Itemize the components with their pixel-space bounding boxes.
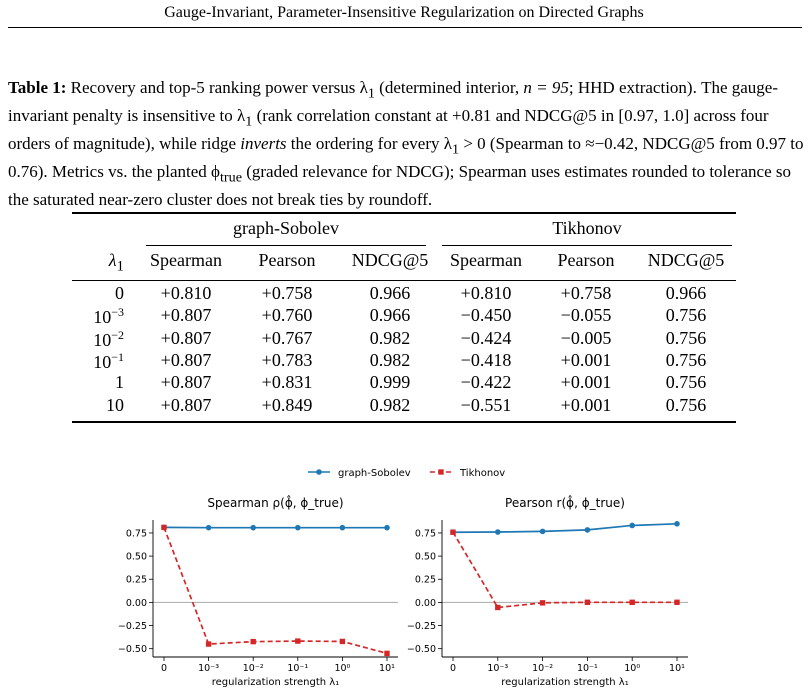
col-header-5: NDCG@5 [636, 250, 736, 271]
table-cell: 0.756 [636, 350, 736, 371]
table-cell: −0.424 [436, 328, 536, 349]
table-cell: +0.810 [436, 283, 536, 304]
y-tick-label-0: 0.00 [126, 598, 147, 609]
y-tick-label-0: −0.25 [118, 621, 147, 632]
x-tick-label-1: 0 [450, 663, 456, 674]
caption-label: Table 1: [8, 78, 66, 97]
legend-marker-0 [316, 469, 322, 475]
table-cell: 0.756 [636, 395, 736, 416]
table-cell: 0.756 [636, 328, 736, 349]
y-tick-label-1: 0.50 [415, 552, 436, 563]
y-tick-label-0: 0.75 [126, 528, 147, 539]
y-tick-label-0: 0.25 [126, 575, 147, 586]
table-cell: +0.783 [237, 350, 337, 371]
lambda-cell [72, 395, 124, 416]
caption-text-2: (determined interior, [375, 78, 523, 97]
y-tick-label-1: 0.00 [415, 598, 436, 609]
caption-text-5: the ordering for every λ [287, 134, 452, 153]
group-header-sobolev: graph-Sobolev [146, 218, 426, 239]
table-cell: +0.807 [136, 350, 236, 371]
y-tick-label-0: −0.50 [118, 644, 147, 655]
header-midrule [72, 280, 736, 281]
table-cell: 0.756 [636, 372, 736, 393]
data-point-1-0 [674, 521, 680, 527]
data-point-0-1 [251, 639, 256, 644]
table-cell: +0.831 [237, 372, 337, 393]
data-point-0-1 [161, 525, 166, 530]
caption-text-3: ; HHD extraction). The gauge-invariant penalty is insensitive to λ [8, 78, 778, 125]
col-header-3: Spearman [436, 250, 536, 271]
col-header-1: Pearson [237, 250, 337, 271]
x-tick-label-0: 10⁻² [243, 663, 264, 674]
x-tick-label-0: 10⁻³ [198, 663, 219, 674]
legend-label-0: graph-Sobolev [338, 468, 411, 479]
lambda-base: 10 [93, 352, 111, 372]
data-point-0-0 [250, 525, 256, 531]
y-tick-label-1: −0.50 [407, 644, 436, 655]
table-cell: +0.807 [136, 395, 236, 416]
col-header-2: NDCG@5 [340, 250, 440, 271]
table-cell: 0.982 [340, 350, 440, 371]
caption-n-expr: n = 95 [523, 78, 568, 97]
table-cell: −0.005 [536, 328, 636, 349]
x-tick-label-1: 10⁰ [624, 663, 640, 674]
lambda-exponent: −3 [111, 305, 124, 319]
running-head: Gauge-Invariant, Parameter-Insensitive Regularization on Directed Graphs [0, 4, 808, 22]
x-tick-label-1: 10⁻¹ [577, 663, 598, 674]
header-rule [8, 27, 802, 28]
lambda-cell [72, 328, 124, 351]
legend-marker-1 [438, 469, 443, 474]
table-cell: +0.001 [536, 395, 636, 416]
data-point-0-0 [384, 525, 390, 531]
lambda-exponent: −1 [111, 350, 124, 364]
table-cell: −0.055 [536, 305, 636, 326]
caption-italic-word: inverts [240, 134, 286, 153]
col-header-4: Pearson [536, 250, 636, 271]
table-caption [8, 77, 804, 210]
data-point-1-1 [540, 600, 545, 605]
x-tick-label-0: 10⁰ [334, 663, 350, 674]
data-point-0-1 [340, 639, 345, 644]
figure [0, 455, 808, 695]
x-tick-label-0: 10¹ [379, 663, 395, 674]
data-point-1-1 [495, 605, 500, 610]
lambda-base: 10 [93, 330, 111, 350]
lambda-cell [72, 305, 124, 328]
table-cell: 0.999 [340, 372, 440, 393]
x-axis-label-0: regularization strength λ₁ [212, 677, 339, 688]
figure-svg [0, 455, 808, 695]
table-cell: −0.418 [436, 350, 536, 371]
table-cell: +0.807 [136, 305, 236, 326]
x-tick-label-0: 10⁻¹ [287, 663, 308, 674]
data-point-1-0 [629, 523, 635, 529]
caption-text-4: (rank correlation constant at +0.81 and NDCG@5 in [0.97, 1.0] across four orders of magnitude), while ridge [8, 106, 769, 153]
data-point-1-0 [495, 529, 501, 535]
y-tick-label-1: −0.25 [407, 621, 436, 632]
table-top-rule [72, 212, 736, 214]
table-cell: +0.767 [237, 328, 337, 349]
lambda-header [72, 250, 124, 276]
x-tick-label-1: 10⁻³ [487, 663, 508, 674]
table-cell: 0.756 [636, 305, 736, 326]
y-tick-label-1: 0.25 [415, 575, 436, 586]
data-point-1-1 [674, 600, 679, 605]
results-table [72, 212, 736, 427]
caption-sub-3: 1 [452, 141, 459, 157]
x-tick-label-1: 10⁻² [532, 663, 553, 674]
legend-label-1: Tikhonov [459, 468, 505, 479]
table-cell: 0.982 [340, 395, 440, 416]
lambda-base: 10 [93, 307, 111, 327]
data-point-1-1 [630, 600, 635, 605]
table-cell: −0.551 [436, 395, 536, 416]
lambda-base: 10 [106, 395, 124, 415]
x-tick-label-0: 0 [161, 663, 167, 674]
caption-sub-1: 1 [368, 85, 375, 101]
data-point-0-0 [340, 525, 346, 531]
x-tick-label-1: 10¹ [669, 663, 685, 674]
group-rule-tikhonov [442, 245, 732, 246]
table-cell: 0.966 [636, 283, 736, 304]
table-cell: +0.760 [237, 305, 337, 326]
x-axis-label-1: regularization strength λ₁ [501, 677, 628, 688]
data-point-1-1 [585, 600, 590, 605]
lambda-symbol: λ [109, 250, 117, 270]
lambda-base: 0 [115, 283, 124, 303]
table-cell: +0.807 [136, 372, 236, 393]
table-cell: +0.810 [136, 283, 236, 304]
chart-title-1: Pearson r(ϕ̂, ϕ_true) [505, 494, 625, 510]
col-header-0: Spearman [136, 250, 236, 271]
series-line-0-1 [164, 527, 387, 653]
table-bottom-rule [72, 421, 736, 423]
y-tick-label-0: 0.50 [126, 552, 147, 563]
lambda-subscript: 1 [117, 259, 125, 275]
chart-title-0: Spearman ρ(ϕ̂, ϕ_true) [207, 494, 343, 510]
group-rule-sobolev [146, 245, 426, 246]
lambda-cell [72, 372, 124, 393]
table-cell: +0.807 [136, 328, 236, 349]
data-point-1-0 [540, 529, 546, 535]
lambda-exponent: −2 [111, 328, 124, 342]
table-cell: +0.001 [536, 350, 636, 371]
data-point-1-1 [450, 530, 455, 535]
data-point-0-1 [295, 638, 300, 643]
table-cell: +0.758 [536, 283, 636, 304]
series-line-1-1 [453, 532, 677, 607]
lambda-base: 1 [115, 372, 124, 392]
table-cell: −0.422 [436, 372, 536, 393]
caption-sub-2: 1 [245, 113, 252, 129]
data-point-0-1 [206, 641, 211, 646]
data-point-0-0 [295, 525, 301, 531]
caption-sub-4: true [220, 169, 242, 185]
data-point-0-1 [384, 651, 389, 656]
y-tick-label-1: 0.75 [415, 528, 436, 539]
caption-text-6: > 0 (Spearman to ≈−0.42, NDCG@5 from 0.97 to 0.76). Metrics vs. the planted ϕ [8, 134, 804, 181]
caption-text-7: (graded relevance for NDCG); Spearman uses estimates rounded to tolerance so the saturated near-zero cluster does not break ties by roundoff. [8, 162, 791, 209]
table-cell: +0.001 [536, 372, 636, 393]
table-cell: −0.450 [436, 305, 536, 326]
table-cell: 0.982 [340, 328, 440, 349]
data-point-1-0 [585, 527, 591, 533]
caption-text-1: Recovery and top-5 ranking power versus λ [66, 78, 367, 97]
table-cell: +0.758 [237, 283, 337, 304]
group-header-tikhonov: Tikhonov [442, 218, 732, 239]
table-cell: +0.849 [237, 395, 337, 416]
series-line-1-0 [453, 524, 677, 532]
table-cell: 0.966 [340, 283, 440, 304]
lambda-cell [72, 350, 124, 373]
lambda-cell [72, 283, 124, 304]
data-point-0-0 [206, 525, 212, 531]
table-cell: 0.966 [340, 305, 440, 326]
